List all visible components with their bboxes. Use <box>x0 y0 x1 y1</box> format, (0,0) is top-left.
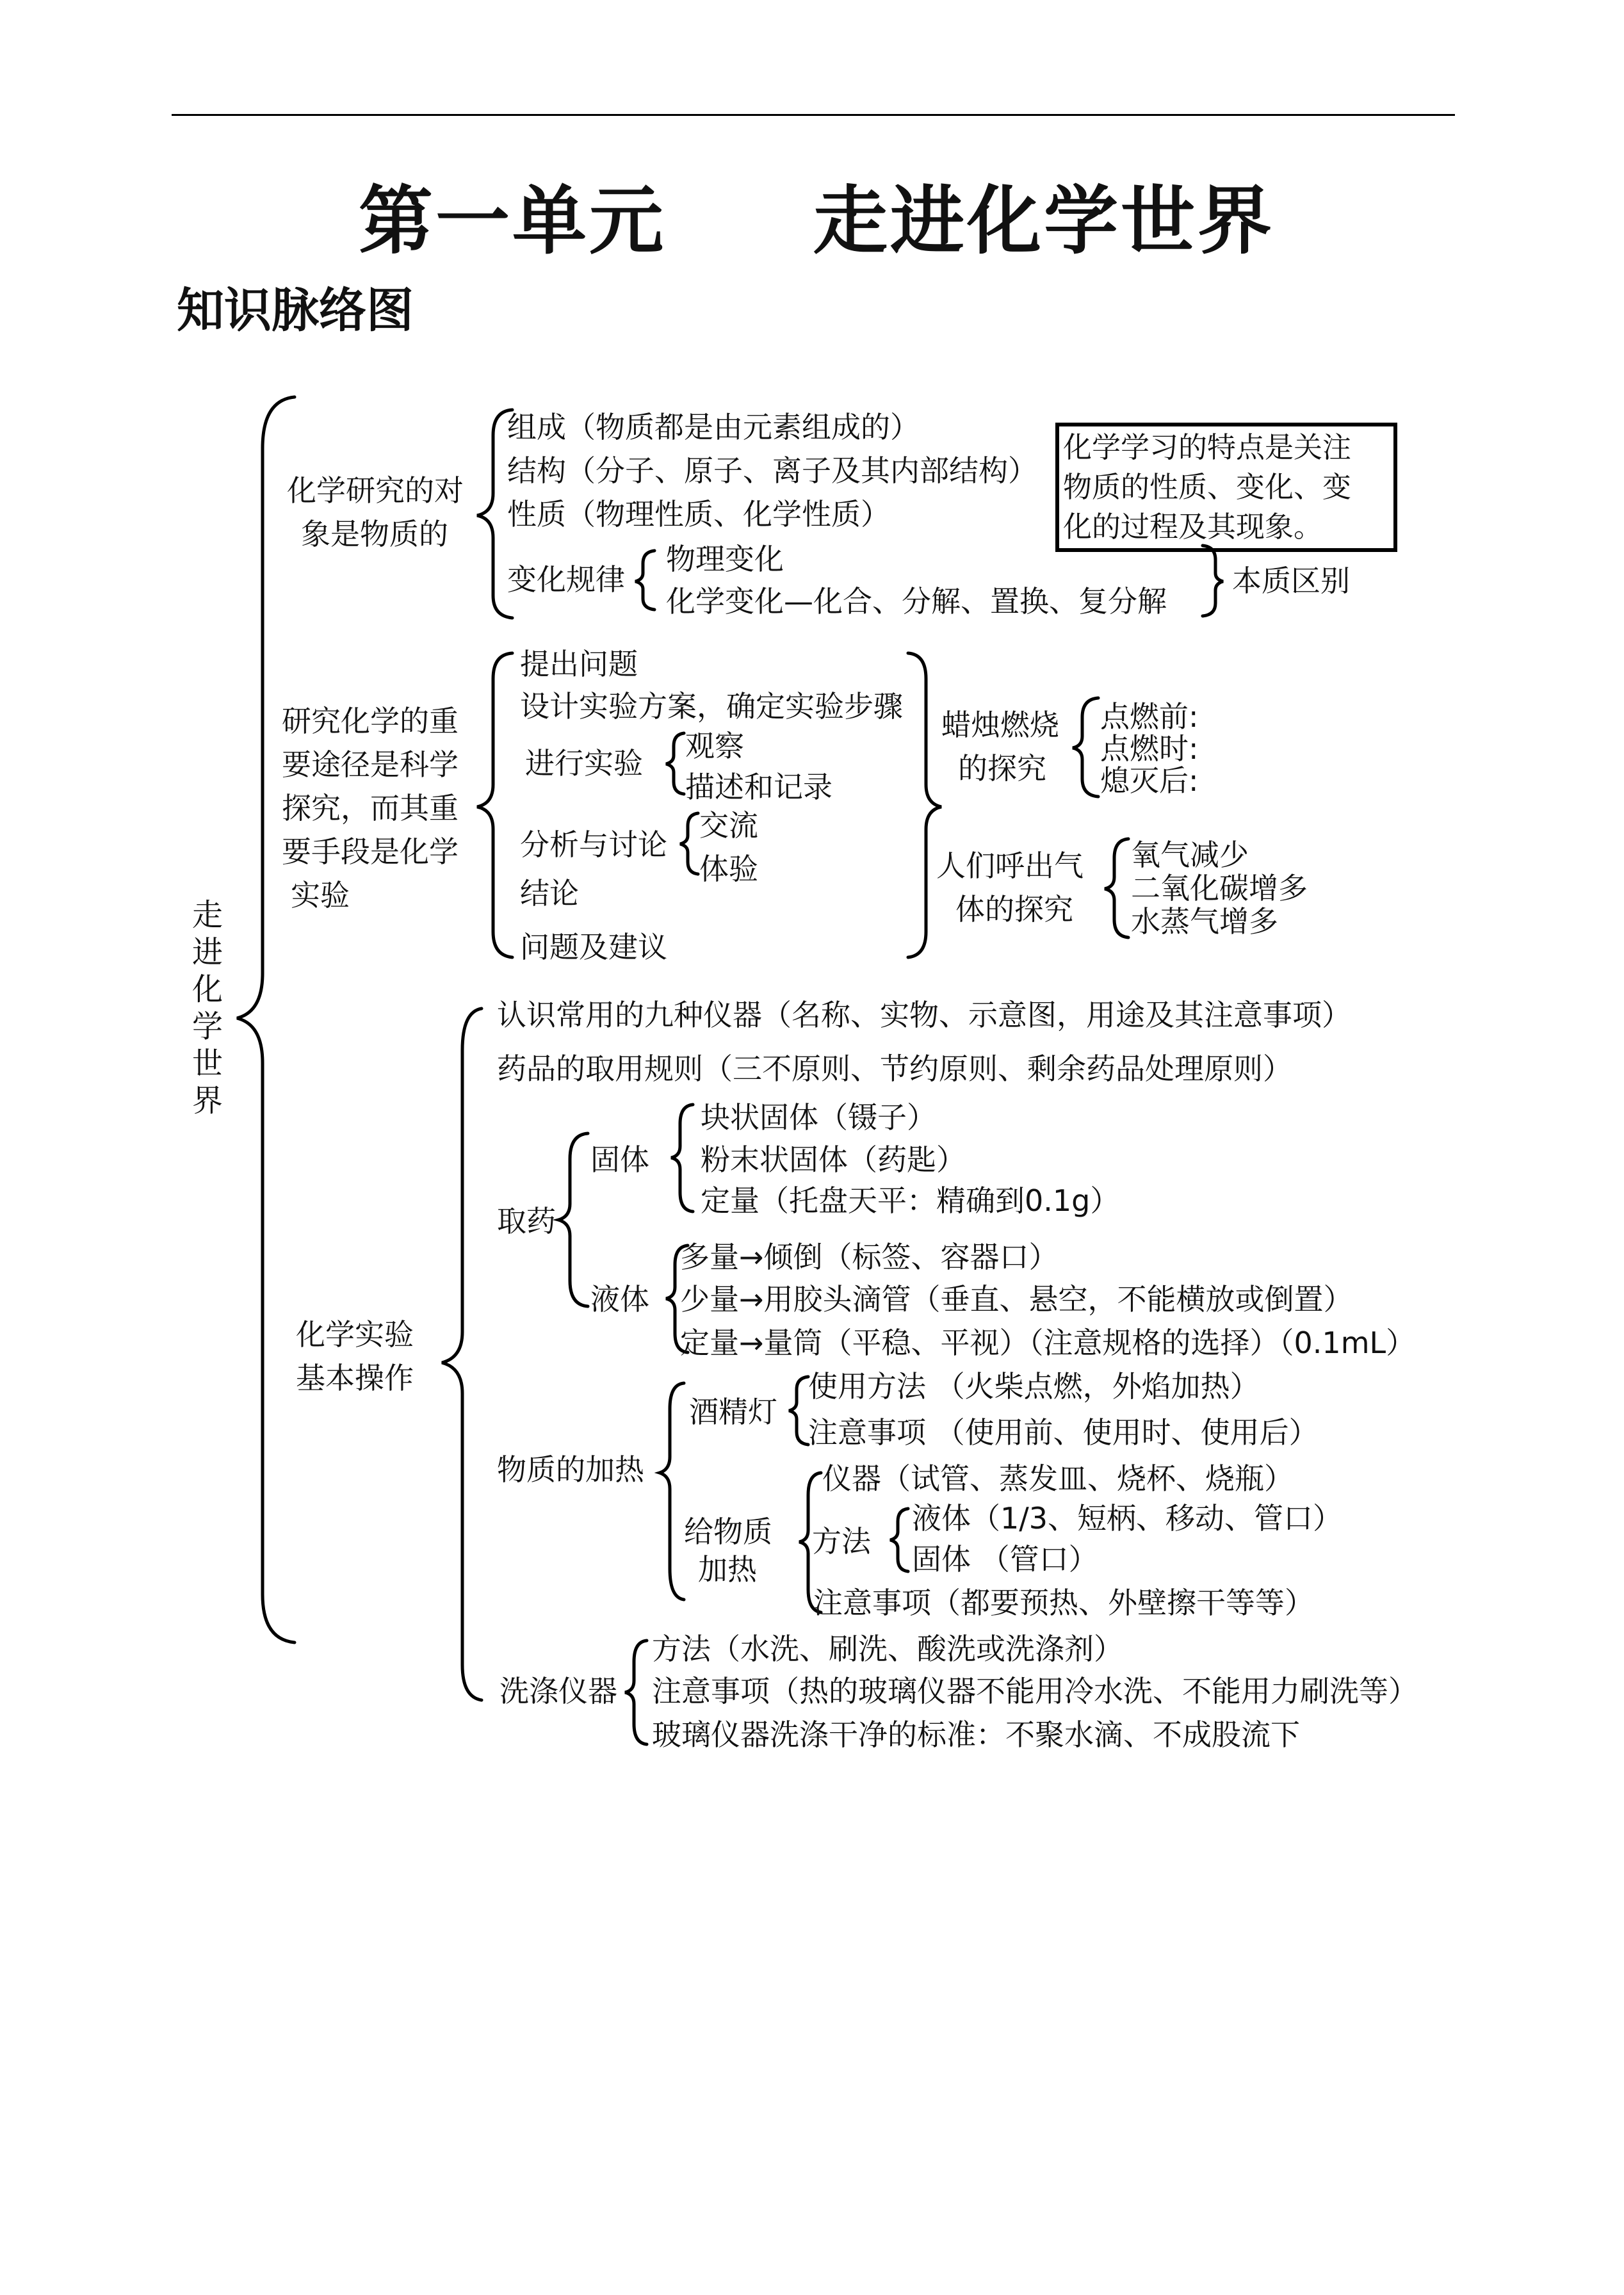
section-subtitle: 知识脉络图 <box>177 283 414 338</box>
branch1-label: 化学研究的对 象是物质的 <box>287 473 464 551</box>
candle-item: 点燃前: <box>1100 699 1199 734</box>
wash-item: 玻璃仪器洗涤干净的标准：不聚水滴、不成股流下 <box>652 1717 1300 1752</box>
branch1-item: 结构（分子、原子、离子及其内部结构） <box>507 453 1037 488</box>
step-item: 结论 <box>520 876 579 911</box>
candle-item: 熄灭后: <box>1100 763 1199 798</box>
step4-subitem: 体验 <box>699 852 758 886</box>
step3-subitem: 观察 <box>685 729 744 763</box>
wash-label: 洗涤仪器 <box>499 1674 617 1708</box>
heat-sub-label: 给物质 加热 <box>684 1514 772 1587</box>
branch2-label: 研究化学的重 要途径是科学 探究，而其重 要手段是化学 实验 <box>282 704 459 912</box>
lamp-item: 使用方法 （火柴点燃，外焰加热） <box>808 1369 1260 1404</box>
step4-subitem: 交流 <box>699 808 758 843</box>
wash-item: 方法（水洗、刷洗、酸洗或洗涤剂） <box>652 1632 1123 1666</box>
liquid-item: 定量→量筒（平稳、平视）（注意规格的选择）（0.1mL） <box>680 1326 1416 1360</box>
branch1-item: 性质（物理性质、化学性质） <box>507 497 890 531</box>
heat-item: 仪器（试管、蒸发皿、烧杯、烧瓶） <box>822 1461 1294 1496</box>
rules-item: 药品的取用规则（三不原则、节约原则、剩余药品处理原则） <box>497 1051 1292 1086</box>
method-item: 固体 （管口） <box>912 1542 1098 1577</box>
liquid-label: 液体 <box>590 1282 649 1317</box>
heat-item: 注意事项（都要预热、外壁擦干等等） <box>813 1585 1314 1620</box>
branch1-item: 组成（物质都是由元素组成的） <box>507 410 920 444</box>
solid-item: 粉末状固体（药匙） <box>701 1142 966 1177</box>
liquid-item: 少量→用胶头滴管（垂直、悬空，不能横放或倒置） <box>680 1282 1353 1317</box>
step-item: 分析与讨论 <box>520 827 667 862</box>
note-box: 化学学习的特点是关注 物质的性质、变化、变 化的过程及其现象。 <box>1055 423 1397 552</box>
heat-label: 物质的加热 <box>497 1452 644 1487</box>
solid-item: 定量（托盘天平：精确到0.1g） <box>701 1183 1120 1218</box>
step-item: 进行实验 <box>525 746 643 781</box>
take-label: 取药 <box>497 1204 556 1238</box>
candle-label: 蜡烛燃烧 的探究 <box>941 708 1059 786</box>
lamp-label: 酒精灯 <box>689 1395 777 1429</box>
method-label: 方法 <box>812 1524 871 1559</box>
branch3-label: 化学实验 基本操作 <box>296 1317 414 1395</box>
step-item: 问题及建议 <box>520 930 667 964</box>
page-title: 走进化学世界 <box>813 178 1274 264</box>
breath-item: 水蒸气增多 <box>1131 904 1278 939</box>
breath-item: 二氧化碳增多 <box>1131 871 1308 905</box>
solid-item: 块状固体（镊子） <box>701 1100 936 1135</box>
lamp-item: 注意事项 （使用前、使用时、使用后） <box>808 1415 1319 1450</box>
solid-label: 固体 <box>590 1142 649 1177</box>
root-label: 走 进 化 学 世 界 <box>191 897 223 1119</box>
step-item: 提出问题 <box>520 647 638 681</box>
instruments-item: 认识常用的九种仪器（名称、实物、示意图，用途及其注意事项） <box>497 998 1351 1032</box>
change-item: 物理变化 <box>666 542 784 576</box>
breath-label: 人们呼出气 体的探究 <box>936 848 1084 927</box>
candle-item: 点燃时: <box>1100 731 1199 766</box>
unit-label: 第一单元 <box>359 178 666 264</box>
essence-label: 本质区别 <box>1232 564 1350 598</box>
method-item: 液体（1/3、短柄、移动、管口） <box>912 1501 1343 1536</box>
change-label: 变化规律 <box>507 562 625 597</box>
change-item: 化学变化—化合、分解、置换、复分解 <box>666 584 1167 619</box>
liquid-item: 多量→倾倒（标签、容器口） <box>680 1240 1059 1274</box>
step-item: 设计实验方案，确定实验步骤 <box>520 689 903 724</box>
wash-item: 注意事项（热的玻璃仪器不能用冷水洗、不能用力刷洗等） <box>652 1674 1418 1708</box>
step3-subitem: 描述和记录 <box>685 770 832 804</box>
breath-item: 氧气减少 <box>1131 838 1249 872</box>
